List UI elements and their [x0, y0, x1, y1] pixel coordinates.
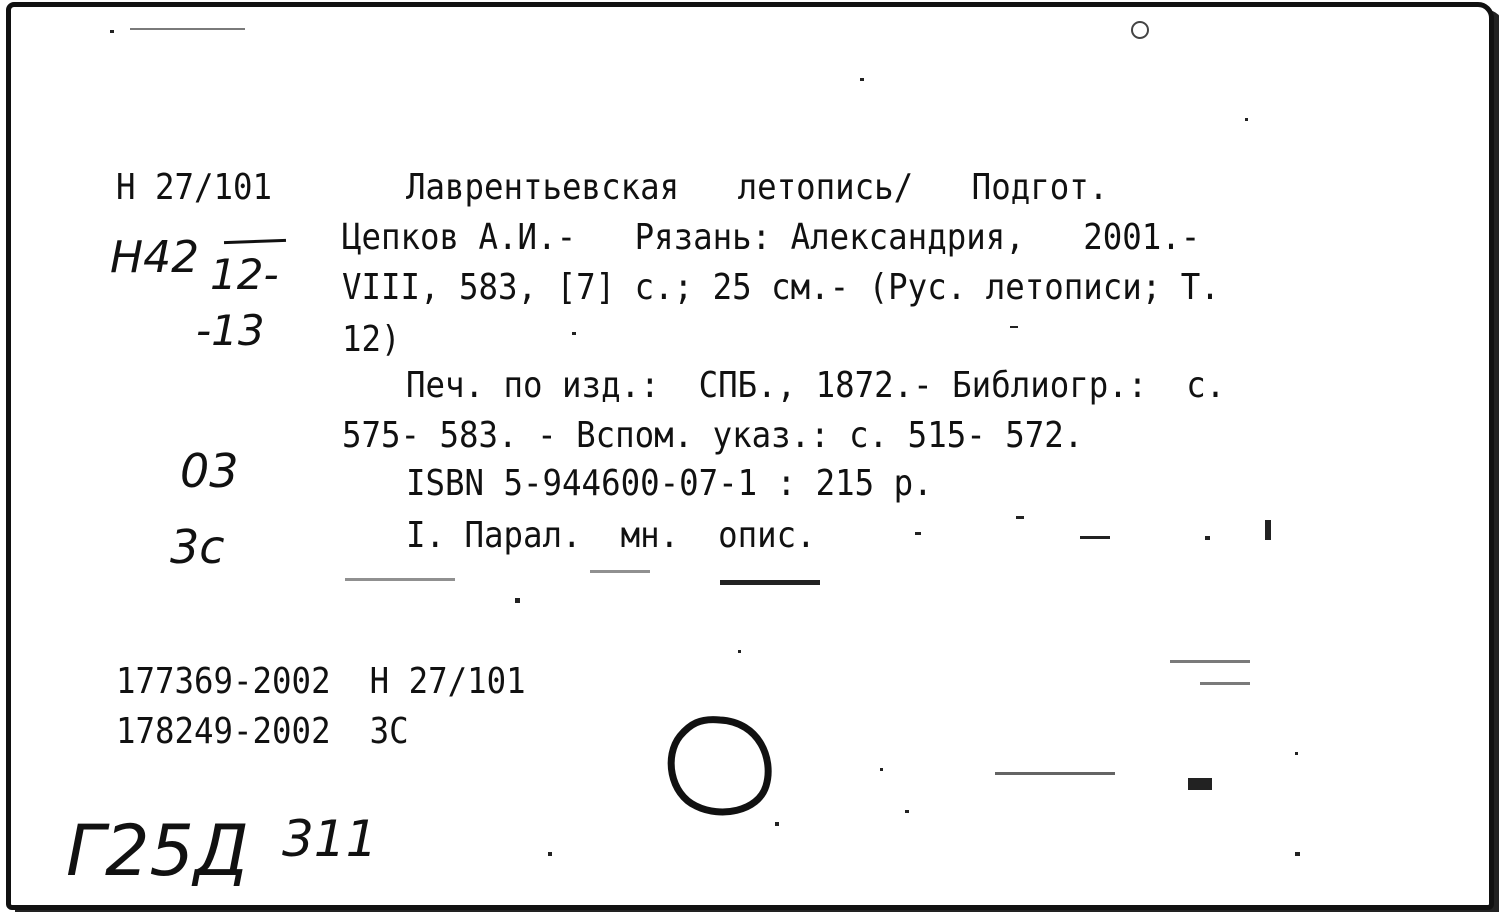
entry-line-title: Лаврентьевская летопись/ Подгот.	[406, 167, 1109, 208]
entry-line-parallel: I. Парал. мн. опис.	[406, 515, 816, 556]
entry-line-volume: 12)	[342, 319, 401, 360]
entry-line-notes: Печ. по изд.: СПБ., 1872.- Библиогр.: с.	[406, 365, 1226, 406]
handwritten-fraction-bottom: -13	[196, 306, 265, 355]
accession-line-1: 177369-2002 Н 27/101	[116, 661, 526, 702]
entry-line-pagination: VIII, 583, [7] с.; 25 см.- (Рус. летописи; Т.	[342, 267, 1220, 308]
punch-hole-ring	[671, 720, 768, 812]
entry-line-isbn: ISBN 5-944600-07-1 : 215 р.	[406, 463, 933, 504]
handwritten-fraction-top: 12-	[210, 250, 279, 299]
handwritten-bottom-code: Г25Д	[66, 810, 249, 892]
entry-line-editor: Цепков А.И.- Рязань: Александрия, 2001.-	[342, 217, 1201, 258]
handwritten-bottom-number: 311	[282, 810, 378, 868]
entry-line-index: 575- 583. - Вспом. указ.: с. 515- 572.	[342, 415, 1084, 456]
shelfmark: Н 27/101	[116, 167, 273, 208]
handwritten-mark-3c: 3с	[170, 520, 225, 574]
handwritten-code: Н42	[110, 232, 200, 283]
handwritten-mark-03: 03	[180, 444, 239, 498]
accession-line-2: 178249-2002 3С	[116, 711, 409, 752]
dust-specks	[110, 22, 1300, 856]
